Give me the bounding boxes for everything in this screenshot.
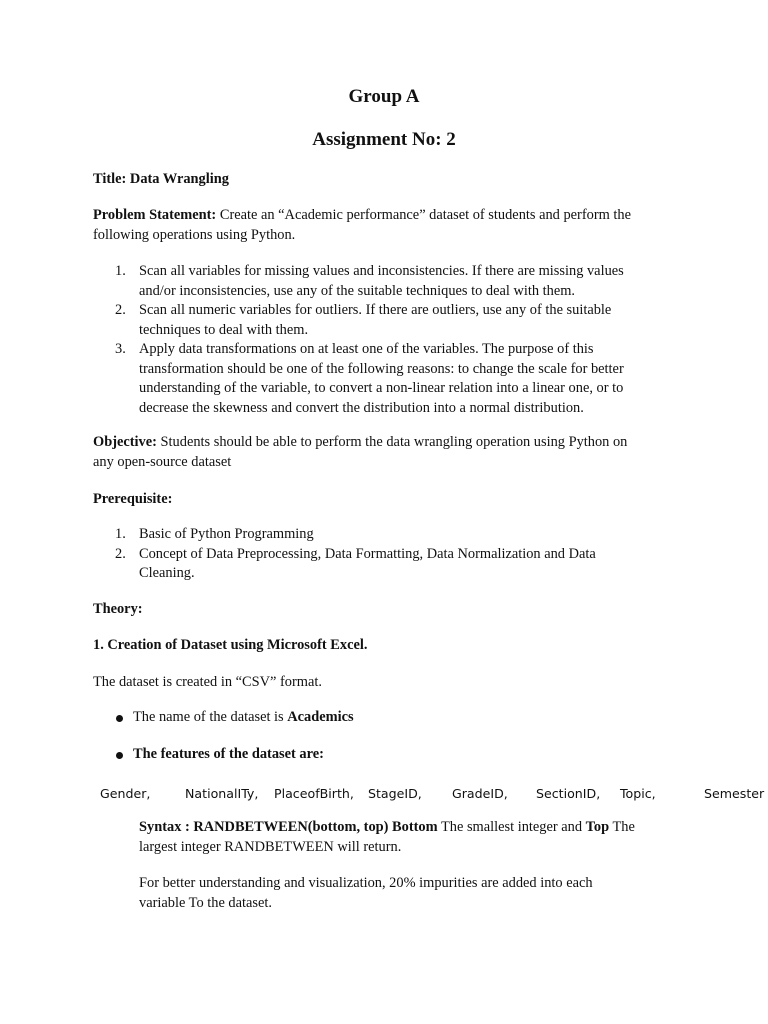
features-label: The features of the dataset are: — [133, 746, 324, 762]
operations-list — [93, 262, 683, 418]
bullet-dataset-name — [116, 708, 676, 728]
feature-name: PlaceofBirth, — [274, 786, 354, 801]
syntax-bold-2: Top — [585, 819, 610, 835]
section-1-heading: 1. Creation of Dataset using Microsoft Excel. — [93, 637, 368, 653]
syntax-paragraph — [139, 818, 684, 857]
bullet-icon — [116, 752, 123, 759]
title-label: Title: — [93, 171, 127, 187]
objective-label: Objective: — [93, 434, 157, 450]
prerequisite-heading: Prerequisite: — [93, 491, 173, 507]
problem-line-1: Create an “Academic performance” dataset of students and perform the — [219, 207, 631, 223]
objective-line-1: Students should be able to perform the data wrangling operation using Python on — [160, 434, 628, 450]
syntax-bold-1: Syntax : RANDBETWEEN(bottom, top) Bottom — [139, 819, 438, 835]
format-text: The dataset is created in “CSV” format. — [93, 674, 322, 690]
features-row — [0, 786, 768, 806]
bullet-icon — [116, 715, 123, 722]
feature-name: StageID, — [368, 786, 422, 801]
list-item: 1. Basic of Python Programming — [115, 526, 314, 542]
objective — [93, 433, 683, 472]
assignment-heading: Assignment No: 2 — [312, 129, 456, 150]
group-heading: Group A — [348, 86, 420, 107]
problem-label: Problem Statement: — [93, 207, 217, 223]
feature-name: Topic, — [620, 786, 656, 801]
bullet-features — [116, 745, 676, 765]
impurities-line-2: variable To the dataset. — [139, 894, 272, 911]
title-line — [93, 170, 683, 190]
problem-line-2: following operations using Python. — [93, 226, 296, 243]
problem-statement — [93, 206, 683, 245]
list-item: 2. Scan all numeric variables for outliers. If there are outliers, use any of the suitable techniques to deal with them. — [115, 302, 612, 338]
impurities-line-1: For better understanding and visualization, 20% impurities are added into each — [139, 875, 593, 891]
dataset-name-prefix: The name of the dataset is — [133, 709, 284, 725]
feature-name: SectionID, — [536, 786, 601, 801]
feature-name: Semester — [704, 786, 765, 801]
theory-heading: Theory: — [93, 601, 143, 617]
feature-name: GradeID, — [452, 786, 508, 801]
title-value: Data Wrangling — [129, 171, 229, 187]
syntax-text-1: The smallest integer and — [440, 819, 583, 835]
feature-name: NationalITy, — [185, 786, 259, 801]
objective-line-2: any open-source dataset — [93, 453, 232, 470]
list-item: 2. Concept of Data Preprocessing, Data Formatting, Data Normalization and Data Cleaning. — [115, 545, 596, 581]
list-item: 1. Scan all variables for missing values and inconsistencies. If there are missing values and/or inconsistencies, use any of the suitable techniques to deal with them. — [115, 263, 624, 299]
feature-name: Gender, — [100, 786, 151, 801]
syntax-text-2: The — [612, 819, 635, 835]
list-item: 3. Apply data transformations on at least one of the variables. The purpose of this transformation should be one of the following reasons: to change the scale for better understanding of the variable, to convert a non-linear relation into a linear one, or to decrease the skewness and convert the distribution into a normal distribution. — [115, 341, 624, 416]
impurities-paragraph — [139, 874, 684, 913]
syntax-line-2: largest integer RANDBETWEEN will return. — [139, 838, 402, 855]
dataset-name-value: Academics — [287, 709, 354, 725]
prerequisite-list — [93, 525, 683, 584]
